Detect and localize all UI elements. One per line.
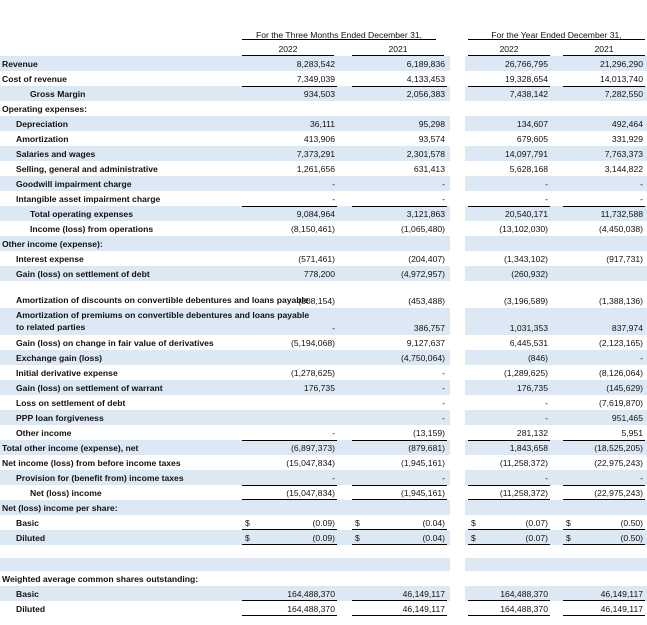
cell-value: 1,843,658 [509,443,548,453]
cell-value: - [640,473,643,483]
row-label: Initial derivative expense [16,368,118,378]
cell-value: - [545,398,548,408]
cell-value: (1,388,136) [599,296,643,306]
cell-value: 1,031,353 [509,323,548,333]
table-row [0,395,647,410]
total-rule [468,615,550,616]
cell-value: - [442,179,445,189]
cell-value: (3,196,589) [504,296,548,306]
table-row [0,350,647,365]
cell-value: (1,289,625) [504,368,548,378]
cell-value: - [545,179,548,189]
table-row [0,485,647,500]
row-label: Gain (loss) on settlement of debt [16,269,150,279]
cell-value: (571,461) [298,254,335,264]
cell-value: 46,149,117 [402,604,445,614]
row-label: Revenue [2,59,38,69]
cell-value: 679,605 [516,134,548,144]
table-row [0,161,647,176]
cell-value: (260,932) [511,269,548,279]
cell-value: (453,488) [408,296,445,306]
period-year: For the Year Ended December 31, [491,30,622,40]
cell-value: - [442,398,445,408]
cell-value: (15,047,834) [286,488,335,498]
cell-value: 20,540,171 [504,209,548,219]
table-row [0,515,647,530]
cell-value: - [332,323,335,333]
table-row [0,545,647,558]
cell-value: 7,763,373 [604,149,643,159]
subtotal-rule [563,206,645,207]
cell-value: (0.04) [422,518,445,528]
cell-value: 386,757 [413,323,445,333]
table-row [0,101,647,116]
cell-value: 176,735 [303,383,335,393]
cell-value: 164,488,370 [287,604,335,614]
cell-value: (0.09) [312,533,335,543]
year-header: 2021 [594,44,614,54]
table-row [0,146,647,161]
cell-value: (7,619,870) [599,398,643,408]
table-row [0,116,647,131]
row-label: Amortization [16,134,69,144]
cell-value: - [442,194,445,204]
year-header: 2022 [499,44,519,54]
cell-value: 6,445,531 [509,338,548,348]
cell-value: 46,149,117 [600,604,643,614]
cell-value: (204,407) [408,254,445,264]
subtotal-rule [468,485,550,486]
cell-value: - [442,413,445,423]
cell-value: (11,258,372) [499,458,548,468]
row-label: Weighted average common shares outstanding: [2,574,199,584]
subtotal-rule [352,485,447,486]
table-row [0,470,647,485]
cell-value: 1,261,656 [296,164,335,174]
cell-value: 36,111 [309,119,335,129]
cell-value: 5,628,168 [509,164,548,174]
cell-value: - [442,473,445,483]
cell-value: - [442,368,445,378]
row-label: Diluted [16,604,46,614]
cell-value: 8,283,542 [296,59,335,69]
currency-symbol: $ [566,533,571,543]
cell-value: - [332,428,335,438]
cell-value: 2,056,383 [406,89,445,99]
cell-value: (11,258,372) [499,488,548,498]
row-label: Amortization of premiums on convertible debentures and loans payable to related parties [16,310,310,332]
row-label: Goodwill impairment charge [16,179,132,189]
row-label: Diluted [16,533,46,543]
table-row [0,131,647,146]
row-label: Exchange gain (loss) [16,353,102,363]
cell-value: 331,929 [611,134,643,144]
cell-value: 93,574 [418,134,445,144]
cell-value: - [442,383,445,393]
cell-value: (0.50) [620,518,643,528]
subtotal-rule [352,206,447,207]
row-label: Basic [16,589,39,599]
subtotal-rule [563,440,645,441]
cell-value: 7,282,550 [604,89,643,99]
cell-value: (0.07) [525,518,548,528]
row-shading [465,558,647,571]
cell-value: (6,897,373) [291,443,335,453]
table-row [0,380,647,395]
table-row [0,558,647,571]
total-rule [242,615,337,616]
cell-value: (1,945,161) [401,458,445,468]
subtotal-rule [242,440,337,441]
currency-symbol: $ [245,518,250,528]
cell-value: 413,906 [303,134,335,144]
cell-value: 134,607 [516,119,548,129]
cell-value: (4,750,064) [401,353,445,363]
row-label: PPP loan forgiveness [16,413,104,423]
cell-value: (1,343,102) [504,254,548,264]
cell-value: (8,150,461) [291,224,335,234]
currency-symbol: $ [355,518,360,528]
year-header: 2021 [388,44,408,54]
cell-value: (0.07) [525,533,548,543]
row-label: Loss on settlement of debt [16,398,126,408]
cell-value: 281,132 [516,428,548,438]
cell-value: 9,127,637 [406,338,445,348]
cell-value: 934,503 [303,89,335,99]
cell-value: - [332,194,335,204]
total-rule [352,615,447,616]
row-label: Cost of revenue [2,74,67,84]
row-label: Net (loss) income per share: [2,503,118,513]
cell-value: (4,972,957) [401,269,445,279]
row-label: Amortization of discounts on convertible debentures and loans payable [16,294,309,305]
cell-value: - [640,353,643,363]
cell-value: - [640,194,643,204]
table-row [0,266,647,281]
row-label: Selling, general and administrative [16,164,158,174]
cell-value: 164,488,370 [500,604,548,614]
cell-value: 164,488,370 [287,589,335,599]
subtotal-rule [242,206,337,207]
currency-symbol: $ [355,533,360,543]
row-label: Total operating expenses [30,209,133,219]
table-row [0,571,647,586]
cell-value: (0.09) [312,518,335,528]
table-row [0,251,647,266]
row-shading [0,558,450,571]
cell-value: 6,189,836 [406,59,445,69]
subtotal-rule [352,86,447,87]
table-row [0,455,647,470]
cell-value: (13,102,030) [499,224,548,234]
period-rule [468,39,645,40]
row-label: Gain (loss) on settlement of warrant [16,383,163,393]
row-label: Depreciation [16,119,69,129]
cell-value: (8,126,064) [599,368,643,378]
cell-value: 9,084,964 [296,209,335,219]
subtotal-rule [563,485,645,486]
cell-value: - [640,179,643,189]
cell-value: 14,097,791 [504,149,548,159]
table-row [0,425,647,440]
cell-value: - [545,473,548,483]
cell-value: (22,975,243) [594,458,643,468]
table-row [0,365,647,380]
cell-value: (145,629) [606,383,643,393]
table-row [0,308,647,335]
cell-value: (22,975,243) [594,488,643,498]
subtotal-rule [468,206,550,207]
cell-value: 7,438,142 [509,89,548,99]
cell-value: (13,159) [412,428,445,438]
cell-value: 778,200 [303,269,335,279]
cell-value: 7,349,039 [296,74,335,84]
currency-symbol: $ [245,533,250,543]
row-shading [465,500,647,515]
cell-value: - [332,473,335,483]
table-row [0,71,647,86]
table-row [0,236,647,251]
cell-value: (4,450,038) [599,224,643,234]
cell-value: (0.04) [422,533,445,543]
table-row [0,410,647,425]
cell-value: (18,525,205) [594,443,643,453]
row-label: Total other income (expense), net [2,443,139,453]
row-label: Net income (loss) from before income taxes [2,458,181,468]
cell-value: 95,298 [418,119,445,129]
row-label: Net (loss) income [30,488,102,498]
cell-value: (917,731) [606,254,643,264]
row-label: Intangible asset impairment charge [16,194,161,204]
cell-value: 2,301,578 [406,149,445,159]
row-label: Interest expense [16,254,84,264]
cell-value: 631,413 [413,164,445,174]
cell-value: (808,154) [298,296,335,306]
cell-value: (1,065,480) [401,224,445,234]
row-label: Income (loss) from operations [30,224,154,234]
subtotal-rule [242,86,337,87]
subtotal-rule [468,86,550,87]
row-label: Other income (expense): [2,239,103,249]
total-rule [563,615,645,616]
table-row [0,281,647,308]
table-row [0,206,647,221]
row-label: Basic [16,518,39,528]
row-label: Gross Margin [30,89,86,99]
table-row [0,440,647,455]
table-row [0,601,647,616]
table-row [0,176,647,191]
table-header [0,0,647,58]
table-row [0,86,647,101]
row-label: Gain (loss) on change in fair value of derivatives [16,338,214,348]
period-rule [242,39,436,40]
cell-value: 46,149,117 [600,589,643,599]
cell-value: 492,464 [611,119,643,129]
cell-value: (1,945,161) [401,488,445,498]
cell-value: 3,144,822 [604,164,643,174]
cell-value: 11,732,588 [600,209,643,219]
cell-value: - [332,179,335,189]
cell-value: (5,194,068) [291,338,335,348]
cell-value: 26,766,795 [504,59,548,69]
row-label: Other income [16,428,72,438]
table-row [0,221,647,236]
period-three-months: For the Three Months Ended December 31, [255,30,423,40]
table-row [0,500,647,515]
cell-value: 176,735 [516,383,548,393]
cell-value: 19,328,654 [504,74,548,84]
cell-value: - [545,194,548,204]
cell-value: 14,013,740 [599,74,643,84]
cell-value: (846) [527,353,548,363]
cell-value: (2,123,165) [599,338,643,348]
cell-value: 5,951 [621,428,643,438]
subtotal-rule [242,485,337,486]
cell-value: 21,296,290 [599,59,643,69]
subtotal-rule [468,440,550,441]
row-label: Provision for (benefit from) income taxes [16,473,184,483]
cell-value: 46,149,117 [402,589,445,599]
currency-symbol: $ [471,533,476,543]
cell-value: 7,373,291 [296,149,335,159]
currency-symbol: $ [566,518,571,528]
table-row [0,586,647,601]
cell-value: 837,974 [611,323,643,333]
currency-symbol: $ [471,518,476,528]
cell-value: 951,465 [611,413,643,423]
cell-value: - [545,413,548,423]
row-label: Operating expenses: [2,104,88,114]
cell-value: 164,488,370 [500,589,548,599]
table-row [0,530,647,545]
subtotal-rule [563,86,645,87]
row-shading [465,236,647,251]
table-row [0,56,647,71]
cell-value: (15,047,834) [286,458,335,468]
cell-value: (0.50) [620,533,643,543]
cell-value: (1,278,625) [291,368,335,378]
cell-value: 3,121,863 [406,209,445,219]
subtotal-rule [352,440,447,441]
row-label: Salaries and wages [16,149,96,159]
cell-value: 4,133,453 [406,74,445,84]
year-header: 2022 [278,44,298,54]
table-row [0,191,647,206]
cell-value: (879,681) [408,443,445,453]
table-row [0,335,647,350]
